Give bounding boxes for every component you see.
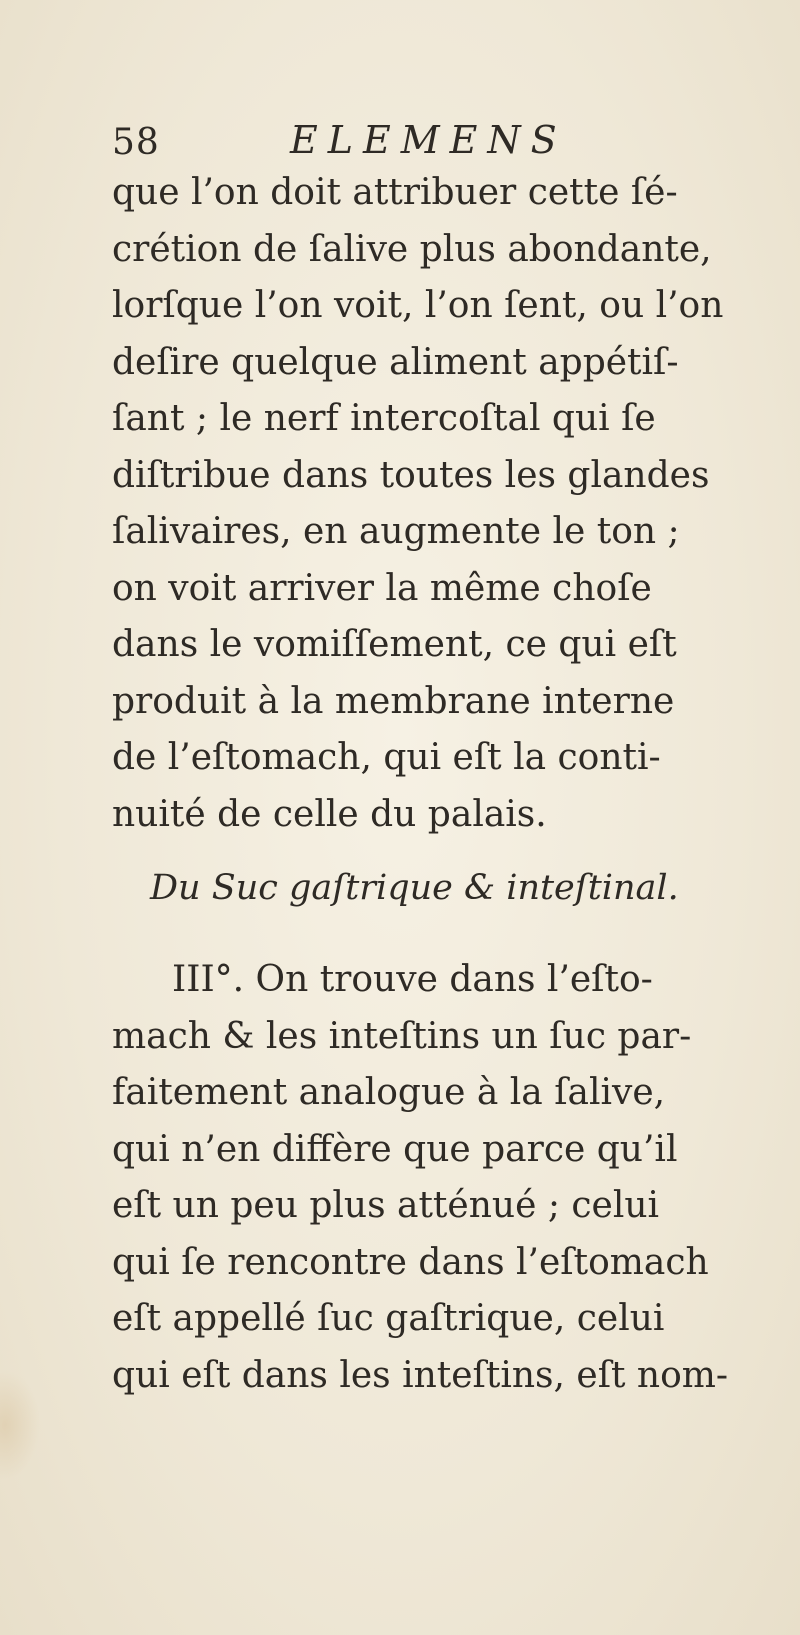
paragraph-1 [112,165,742,843]
text-line: mach & les inteſtins un ſuc par- [112,1015,692,1057]
text-line: qui n’en diffère que parce qu’il [112,1128,678,1170]
text-line: qui eſt dans les inteſtins, eſt nom- [112,1354,729,1396]
text-line: lorſque l’on voit, l’on ſent, ou l’on [112,285,724,326]
text-line: ſant ; le nerf intercoſtal qui ſe [112,398,656,439]
paper-stain [0,1370,40,1480]
text-line: nuité de celle du palais. [112,793,547,835]
section-heading: Du Suc gaſtrique & inteſtinal. [150,868,679,908]
text-line: crétion de ſalive plus abondante, [112,228,712,270]
text-line: dans le vomiſſement, ce qui eſt [112,624,677,665]
page-header [112,118,732,168]
text-line: diſtribue dans toutes les glandes [112,454,710,496]
text-line: qui ſe rencontre dans l’eſtomach [112,1241,709,1283]
text-line: deſire quelque aliment appétiſ- [112,341,679,383]
text-line: eſt appellé ſuc gaſtrique, celui [112,1298,665,1339]
text-line: faitement analogue à la ſalive, [112,1072,666,1113]
running-head: ELEMENS [290,118,567,162]
text-line: eſt un peu plus atténué ; celui [112,1185,660,1226]
text-line: on voit arriver la même choſe [112,567,652,609]
text-line: produit à la membrane interne [112,680,675,722]
text-line: III°. On trouve dans l’eſto- [172,959,653,1000]
text-line: que l’on doit attribuer cette ſé- [112,172,678,213]
paragraph-2 [112,952,742,1404]
text-line: ſalivaires, en augmente le ton ; [112,511,680,552]
text-line: de l’eſtomach, qui eſt la conti- [112,737,661,778]
page-number: 58 [112,122,160,163]
